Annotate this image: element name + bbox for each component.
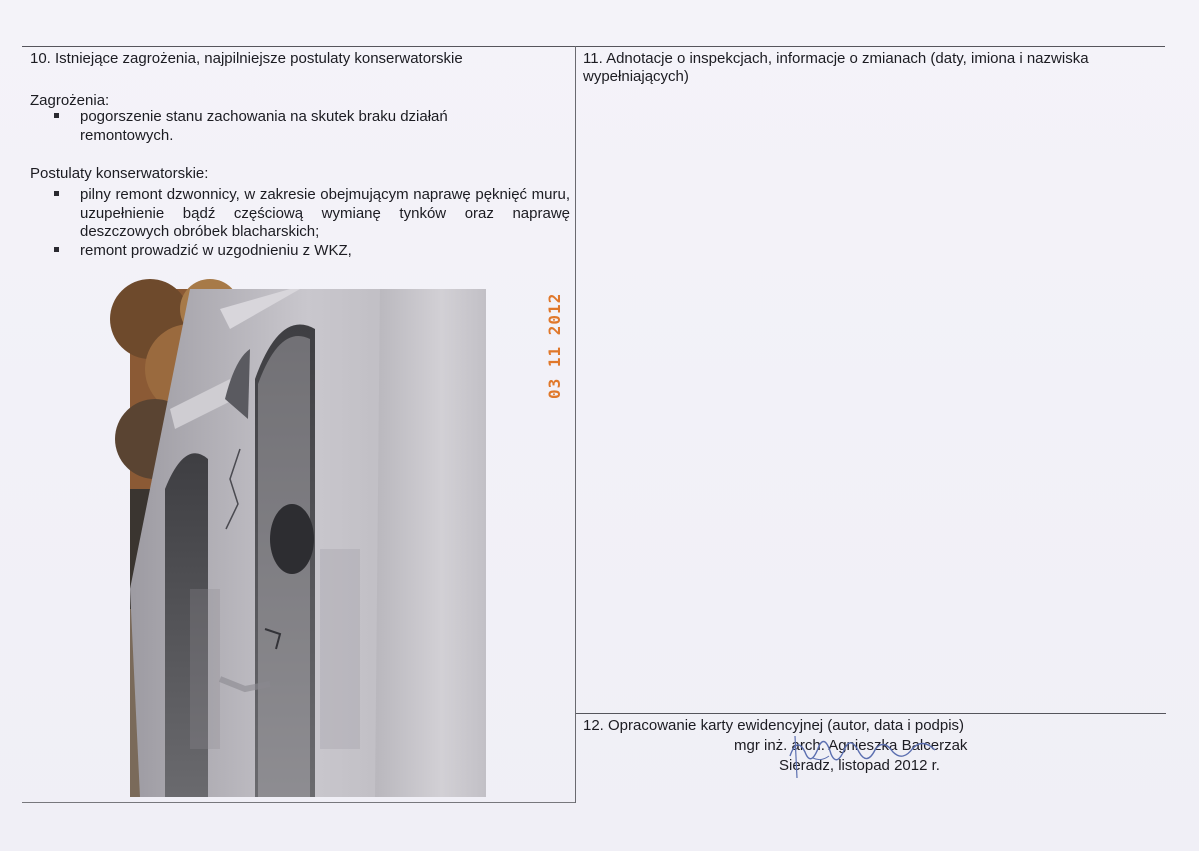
photo-date-stamp: 03 11 2012: [545, 292, 564, 399]
postulates-label: Postulaty konserwatorskie:: [30, 165, 209, 182]
bullet-icon: [54, 113, 59, 118]
threat-item: pogorszenie stanu zachowania na skutek braku działań remontowych.: [54, 108, 514, 145]
threats-label: Zagrożenia:: [30, 92, 110, 109]
bottom-table-rule: [22, 802, 575, 803]
bullet-icon: [54, 247, 59, 252]
author-name: mgr inż. arch. Agnieszka Balcerzak: [734, 737, 968, 754]
section-11-heading: 11. Adnotacje o inspekcjach, informacje o zmianach (daty, imiona i nazwiska wypełniających): [583, 50, 1089, 85]
bell-tower-photo: [130, 289, 564, 797]
section-12-rule: [576, 713, 1166, 714]
bell-tower-illustration: [130, 289, 486, 797]
column-divider: [575, 46, 576, 803]
section-10-heading: 10. Istniejące zagrożenia, najpilniejsze postulaty konserwatorskie: [30, 50, 463, 67]
postulate-item: pilny remont dzwonnicy, w zakresie obejmującym naprawę pęknięć muru, uzupełnienie bądź częściową wymianę tynków oraz naprawę deszczowych obróbek blacharskich;: [54, 186, 570, 242]
section-12-heading: 12. Opracowanie karty ewidencyjnej (autor, data i podpis): [583, 717, 965, 734]
top-table-rule: [22, 46, 1165, 47]
postulate-item: remont prowadzić w uzgodnieniu z WKZ,: [54, 242, 570, 261]
bullet-icon: [54, 191, 59, 196]
place-and-date: Sieradz, listopad 2012 r.: [779, 757, 940, 774]
signature-icon: [785, 728, 945, 780]
